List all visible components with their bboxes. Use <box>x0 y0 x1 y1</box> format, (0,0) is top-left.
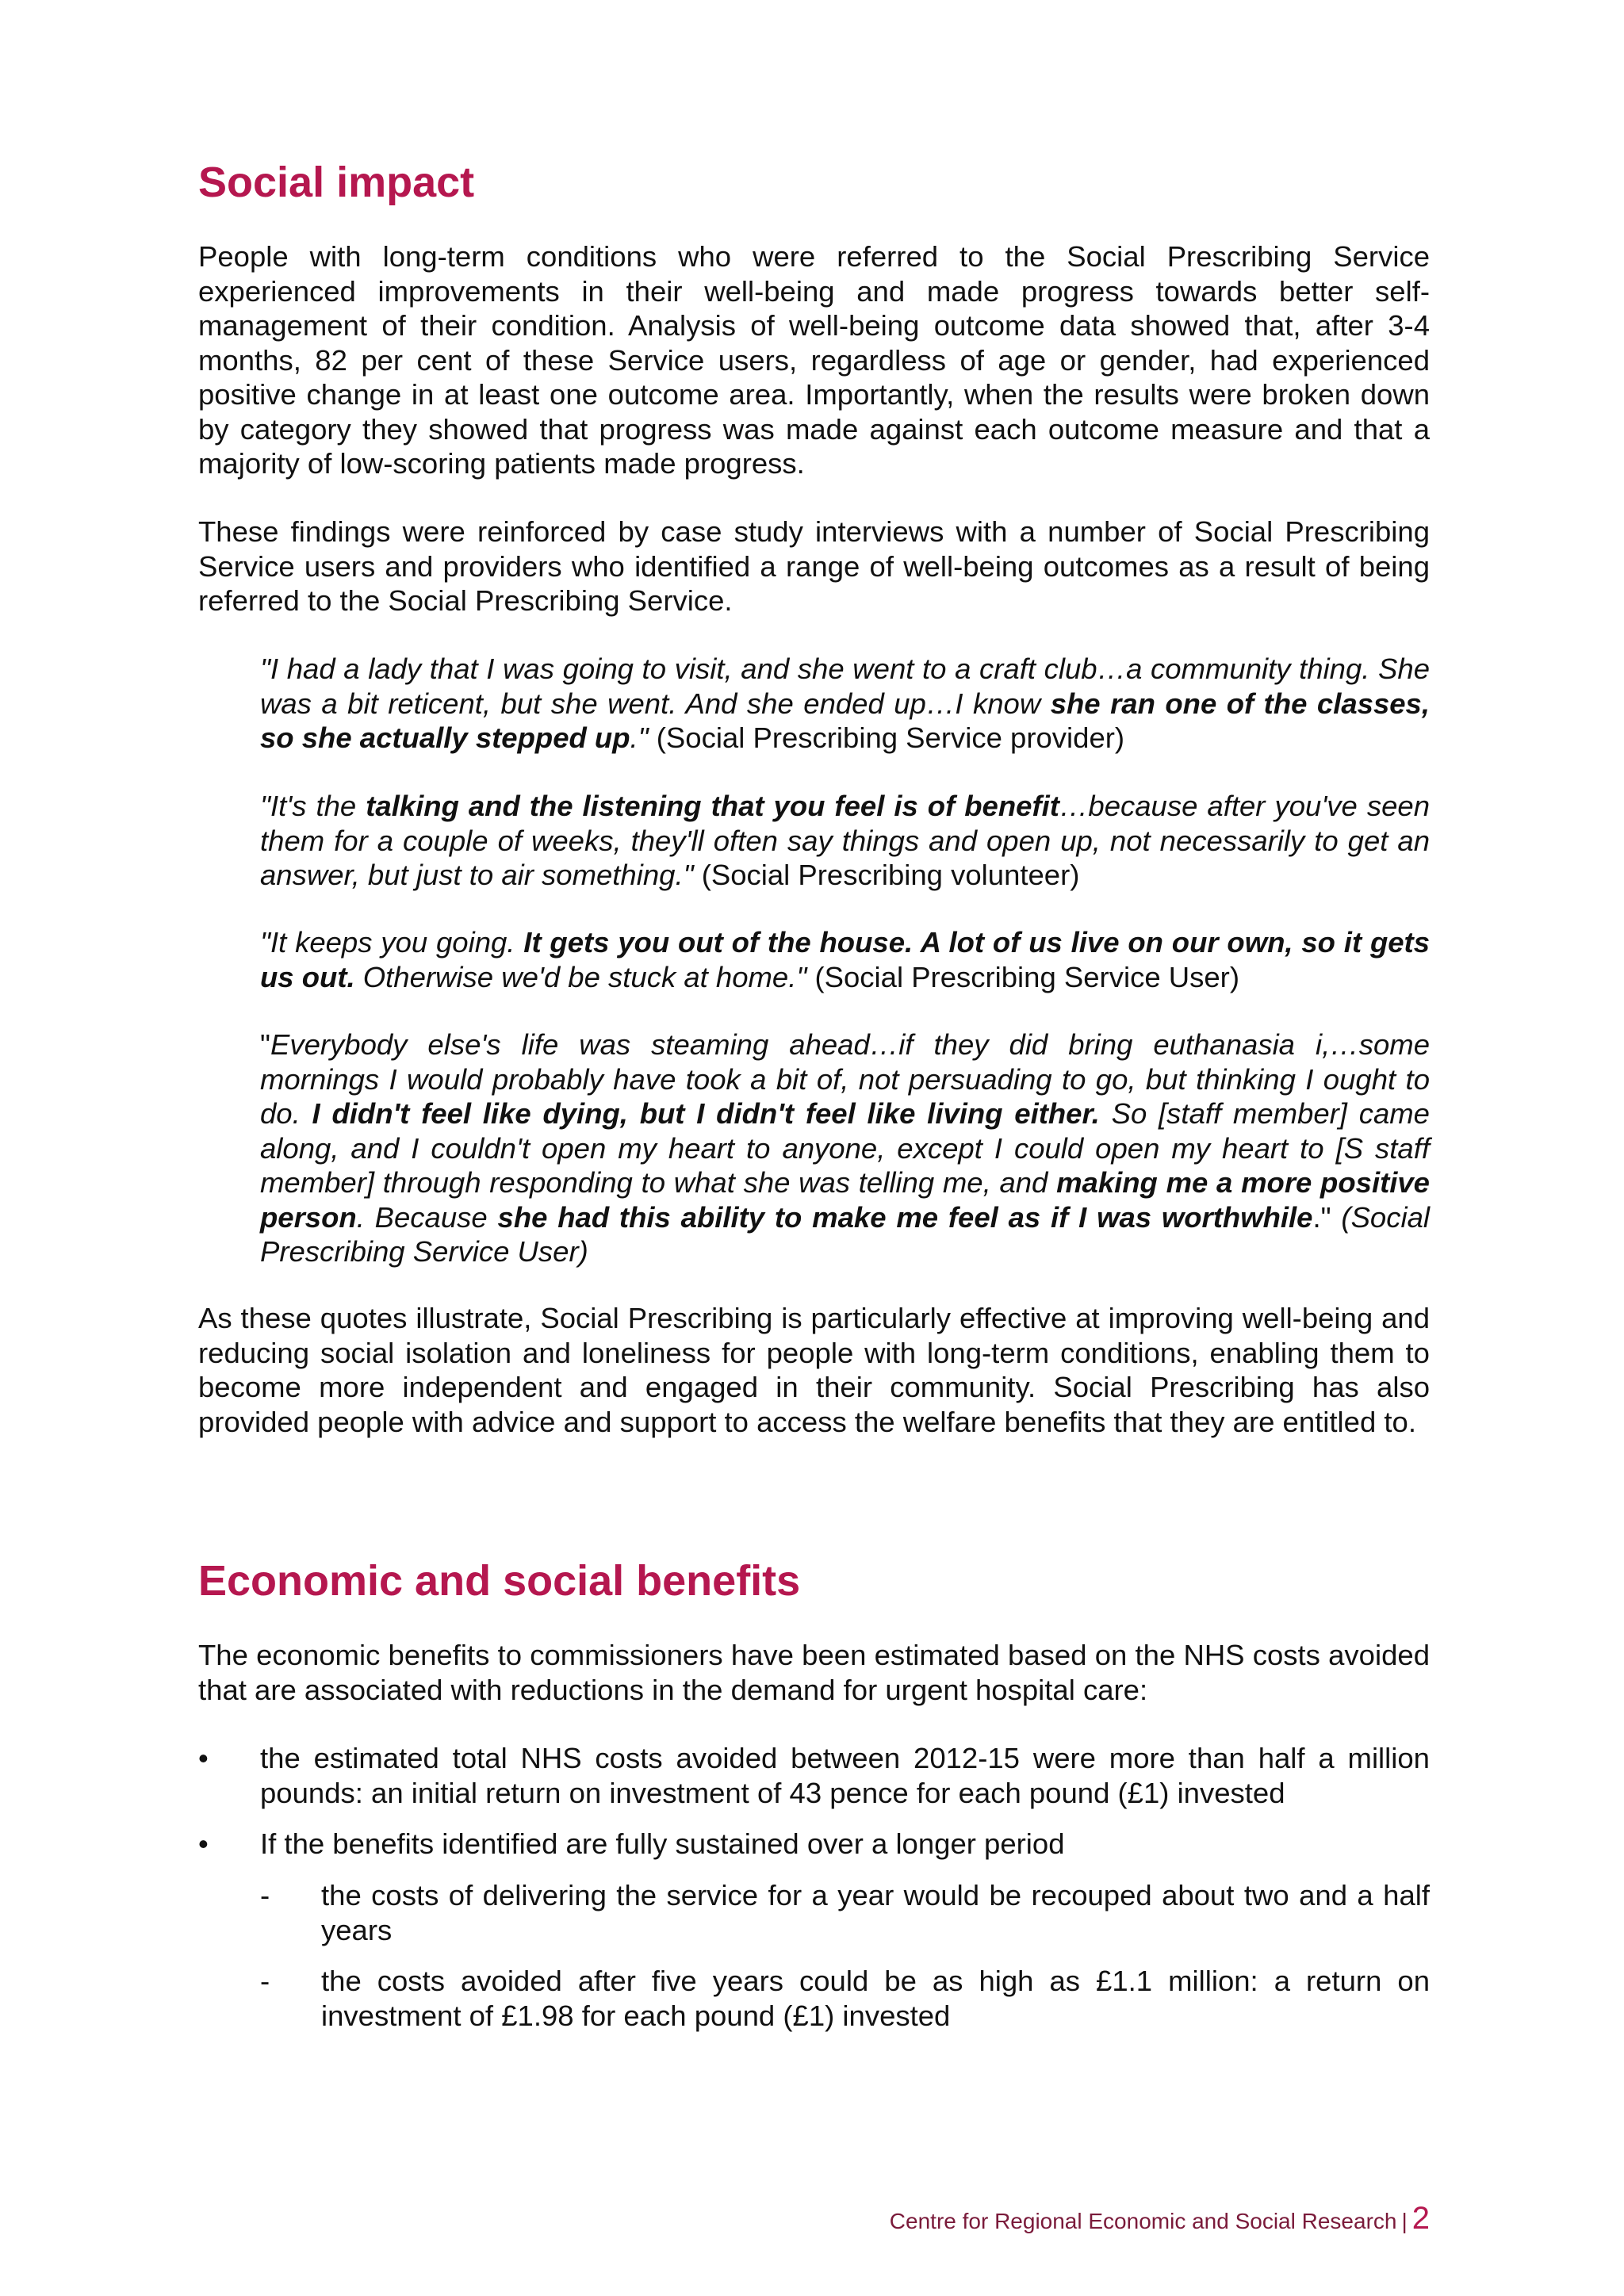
footer-org-name: Centre for Regional Economic and Social Research <box>889 2209 1397 2233</box>
bullet-text: If the benefits identified are fully sustained over a longer period <box>260 1827 1065 1860</box>
dash-icon: - <box>260 1879 270 1911</box>
quote-close-mark: " <box>1320 1200 1331 1234</box>
quote-text: So [staff member] came along, and I couldn't open my heart to anyone, except I could open my heart to [S staff member] through responding to what she was telling me, and <box>260 1097 1430 1199</box>
page-footer <box>890 2202 1430 2237</box>
dash-icon: - <box>260 1965 270 1997</box>
quote-text: . Because <box>356 1200 498 1234</box>
quote-service-user-1 <box>260 925 1430 994</box>
sub-bullet-text: the costs of delivering the service for a year would be recouped about two and a half years <box>321 1879 1430 1946</box>
quote-attribution: (Social Prescribing volunteer) <box>693 859 1080 891</box>
quote-emphasis: making me a more positive person <box>260 1166 1430 1234</box>
quote-emphasis: talking and the listening that you feel is of benefit <box>366 790 1059 822</box>
quote-emphasis: I didn't feel like dying, but I didn't feel like living either. <box>312 1097 1100 1130</box>
paragraph-quotes-summary: As these quotes illustrate, Social Prescribing is particularly effective at improving well-being and reducing social isolation and loneliness for people with long-term conditions, enabling them to become more independent and engaged in their community. Social Prescribing has also provided people with advice and support to access the welfare benefits that they are entitled to. <box>198 1302 1430 1438</box>
quote-emphasis: she had this ability to make me feel as if I was worthwhile <box>497 1200 1313 1234</box>
quote-text: "It keeps you going. <box>260 926 524 959</box>
quote-volunteer <box>260 789 1430 893</box>
paragraph-case-study: These findings were reinforced by case study interviews with a number of Social Prescribing Service users and providers who identified a range of well-being outcomes as a result of being referred to the Social Prescribing Service. <box>198 515 1430 617</box>
sub-bullet-text: the costs avoided after five years could be as high as £1.1 million: a return on investment of £1.98 for each pound (£1) invested <box>321 1965 1430 2032</box>
quote-attribution: (Social Prescribing Service User) <box>806 960 1239 993</box>
section-heading-economic-benefits: Economic and social benefits <box>198 1557 801 1605</box>
paragraph-wellbeing-findings: People with long-term conditions who were referred to the Social Prescribing Service experienced improvements in their well-being and made progress towards better self-management of their condition. Analysis of well-being outcome data showed that, after 3-4 months, 82 per cent of these Service users, regardless of age or gender, had experienced positive change in at least one outcome area. Importantly, when the results were broken down by category they showed that progress was made against each outcome measure and that a majority of low-scoring patients made progress. <box>198 240 1430 480</box>
paragraph-economic-intro: The economic benefits to commissioners have been estimated based on the NHS costs avoided that are associated with reductions in the demand for urgent hospital care: <box>198 1639 1430 1706</box>
quote-text: ." <box>630 721 649 754</box>
bullet-dot-icon: • <box>198 1827 209 1860</box>
quote-text: "It's the <box>260 790 366 822</box>
quote-service-user-2 <box>260 1027 1430 1269</box>
quote-attribution: (Social Prescribing Service User) <box>260 1200 1430 1268</box>
quote-text: "I had a lady that I was going to visit, and she went to a craft club…a community thing. She was a bit reticent, but she went. And she ended up…I know <box>260 652 1430 720</box>
quote-provider <box>260 652 1430 756</box>
page-number: 2 <box>1411 2201 1430 2236</box>
quote-emphasis: It gets you out of the house. A lot of us live on our own, so it gets us out. <box>260 926 1430 993</box>
quote-open-mark: " <box>260 1028 270 1061</box>
section-heading-social-impact: Social impact <box>198 159 475 206</box>
bullet-text: the estimated total NHS costs avoided between 2012-15 were more than half a million pounds: an initial return on investment of 43 pence for each pound (£1) invested <box>260 1742 1430 1809</box>
quote-emphasis: she ran one of the classes, so she actually stepped up <box>260 687 1430 754</box>
quote-attribution: (Social Prescribing Service provider) <box>648 721 1125 754</box>
bullet-dot-icon: • <box>198 1742 209 1774</box>
quote-text: . <box>1312 1200 1321 1234</box>
footer-separator: | <box>1401 2209 1408 2233</box>
quote-text: Everybody else's life was steaming ahead…if they did bring euthanasia i,…some mornings I would probably have took a bit of, not persuading to go, but thinking I ought to do. <box>260 1028 1430 1130</box>
quote-text: …because after you've seen them for a couple of weeks, they'll often say things and open up, not necessarily to get an answer, but just to air something." <box>260 790 1430 891</box>
quote-text: Otherwise we'd be stuck at home." <box>354 960 807 993</box>
